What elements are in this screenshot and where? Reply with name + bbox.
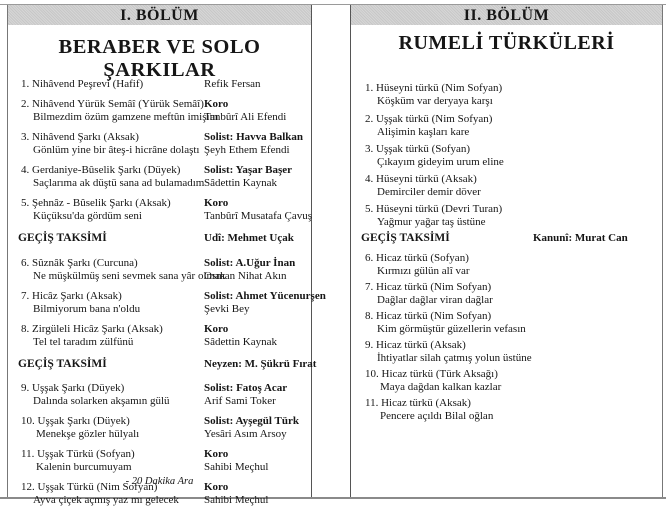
program-item: [351, 113, 662, 138]
composer: Yesâri Asım Arsoy: [204, 427, 287, 440]
piece-title: 5. Hüseyni türkü (Devri Turan): [365, 203, 503, 215]
lyric-line: Küçüksu'da gördüm seni: [33, 209, 142, 222]
program-item: [8, 197, 311, 222]
lyric-line: Menekşe gözler hülyalı: [36, 427, 140, 440]
program-item: [351, 82, 662, 107]
interlude-title: GEÇİŞ TAKSİMİ: [18, 358, 107, 370]
performer: Koro: [204, 98, 229, 110]
intermission-note: - 20 Dakika Ara: [125, 476, 194, 487]
part-two-header: II. BÖLÜM: [351, 5, 662, 25]
lyric-line: Bilmezdim özüm gamzene meftûn imişim: [33, 110, 219, 123]
piece-title: 8. Zirgüleli Hicâz Şarkı (Aksak): [21, 323, 163, 335]
part-one-header: I. BÖLÜM: [8, 5, 311, 25]
performer: Solist: Ahmet Yücenurşen: [204, 290, 326, 302]
lyric-line: Maya dağdan kalkan kazlar: [380, 380, 502, 393]
composer: Şeyh Ethem Efendi: [204, 143, 290, 156]
lyric-line: Köşküm var deryaya karşı: [377, 94, 493, 107]
lyric-line: Yağmur yağar taş üstüne: [377, 215, 486, 228]
program-item: [8, 382, 311, 407]
interlude-title: GEÇİŞ TAKSİMİ: [361, 232, 450, 244]
program-item: [351, 252, 662, 277]
program-item: [351, 397, 662, 422]
part-two-panel: [350, 5, 663, 497]
performer: Solist: Havva Balkan: [204, 131, 304, 143]
program-item: [351, 310, 662, 335]
program-item: [8, 78, 311, 91]
part-one-panel: [7, 5, 326, 506]
piece-title: 4. Hüseyni türkü (Aksak): [365, 173, 477, 185]
performer: Koro: [204, 481, 229, 493]
composer: Sâdettin Kaynak: [204, 335, 278, 348]
composer: Şevki Bey: [204, 302, 250, 315]
piece-title: 11. Uşşak Türkü (Sofyan): [21, 448, 135, 460]
lyric-line: Bilmiyorum bana n'oldu: [33, 302, 141, 315]
interlude-row: [8, 358, 317, 371]
lyric-line: Dağlar dağlar viran dağlar: [377, 293, 493, 306]
program-item: [351, 173, 662, 198]
program-item: [351, 368, 662, 393]
lyric-line: İhtiyatlar silah çatmış yolun üstüne: [377, 351, 532, 364]
program-item: [351, 203, 662, 228]
lyric-line: Tel tel taradım zülfünü: [33, 335, 134, 348]
piece-title: 2. Uşşak türkü (Nim Sofyan): [365, 113, 493, 125]
program-item: [351, 339, 662, 364]
composer: Sahibi Meçhul: [204, 460, 269, 473]
performer: Solist: A.Uğur İnan: [204, 257, 296, 269]
composer: Osman Nihat Akın: [204, 269, 287, 282]
performer: Solist: Ayşegül Türk: [204, 415, 299, 427]
piece-title: 7. Hicaz türkü (Nim Sofyan): [365, 281, 492, 293]
piece-title: 3. Nihâvend Şarkı (Aksak): [21, 131, 139, 143]
piece-title: 6. Sûznâk Şarkı (Curcuna): [21, 257, 138, 269]
interlude-row: [351, 232, 662, 245]
interlude-performer: Udî: Mehmet Uçak: [204, 232, 294, 244]
piece-title: 1. Nihâvend Peşrevi (Hafif): [21, 78, 144, 90]
program-item: [8, 164, 311, 189]
lyric-line: Kalenin burcumuyam: [36, 460, 132, 473]
lyric-line: Pencere açıldı Bilal oğlan: [380, 409, 494, 422]
composer: Refik Fersan: [204, 78, 261, 90]
program-item: [351, 281, 662, 306]
piece-title: 4. Gerdaniye-Bûselik Şarkı (Düyek): [21, 164, 181, 176]
piece-title: 10. Hicaz türkü (Türk Aksağı): [365, 368, 498, 380]
performer: Koro: [204, 323, 229, 335]
composer: Tanbûrî Musatafa Çavuş: [204, 209, 312, 222]
piece-title: 6. Hicaz türkü (Sofyan): [365, 252, 469, 264]
interlude-performer: Neyzen: M. Şükrü Fırat: [204, 358, 317, 370]
program-item: [8, 290, 326, 315]
part-one-title: BERABER VE SOLO ŞARKILAR: [58, 36, 261, 81]
piece-title: 10. Uşşak Şarkı (Düyek): [21, 415, 130, 427]
lyric-line: Ayva çiçek açmış yaz mı gelecek: [33, 493, 179, 506]
piece-title: 12. Uşşak Türkü (Nim Sofyan): [21, 481, 158, 493]
lyric-line: Saçlarıma ak düştü sana ad bulamadım: [33, 176, 205, 189]
program-item: [8, 323, 311, 348]
composer: Sâdettin Kaynak: [204, 176, 278, 189]
program-item: [8, 257, 311, 282]
piece-title: 7. Hicâz Şarkı (Aksak): [21, 290, 122, 302]
program-item: [8, 415, 311, 440]
lyric-line: Kim görmüştür güzellerin vefasın: [377, 322, 526, 335]
piece-title: 9. Hicaz türkü (Aksak): [365, 339, 466, 351]
performer: Solist: Yaşar Başer: [204, 164, 292, 176]
program-item: [8, 448, 311, 473]
composer: Tanbûrî Ali Efendi: [204, 110, 287, 123]
lyric-line: Çıkayım gideyim urum eline: [377, 155, 504, 168]
performer: Koro: [204, 448, 229, 460]
interlude-title: GEÇİŞ TAKSİMİ: [18, 232, 107, 244]
program-item: [8, 131, 311, 156]
piece-title: 5. Şehnâz - Bûselik Şarkı (Aksak): [21, 197, 171, 209]
program-item: [351, 143, 662, 168]
lyric-line: Gönlüm yine bir âteş-i hicrâne dolaştı: [33, 143, 200, 156]
piece-title: 2. Nihâvend Yürük Semâî (Yürük Semâî): [21, 98, 204, 110]
piece-title: 11. Hicaz türkü (Aksak): [365, 397, 471, 409]
piece-title: 3. Uşşak türkü (Sofyan): [365, 143, 471, 155]
lyric-line: Alişimin kaşları kare: [377, 125, 470, 138]
performer: Solist: Fatoş Acar: [204, 382, 288, 394]
piece-title: 8. Hicaz türkü (Nim Sofyan): [365, 310, 492, 322]
lyric-line: Demirciler demir döver: [377, 185, 481, 198]
piece-title: 1. Hüseyni türkü (Nim Sofyan): [365, 82, 503, 94]
interlude-row: [8, 232, 311, 245]
lyric-line: Kırmızı gülün alî var: [377, 264, 470, 277]
part-two-title: RUMELİ TÜRKÜLERİ: [398, 32, 615, 54]
performer: Koro: [204, 197, 229, 209]
composer: Arif Sami Toker: [204, 394, 276, 407]
lyric-line: Dalında solarken akşamın gülü: [33, 394, 170, 407]
piece-title: 9. Uşşak Şarkı (Düyek): [21, 382, 125, 394]
lyric-line: Ne müşkülmüş seni sevmek sana yâr olmak: [33, 269, 226, 282]
program-item: [8, 98, 311, 123]
composer: Sahibi Meçhul: [204, 493, 269, 506]
interlude-performer: Kanunî: Murat Can: [533, 232, 628, 244]
